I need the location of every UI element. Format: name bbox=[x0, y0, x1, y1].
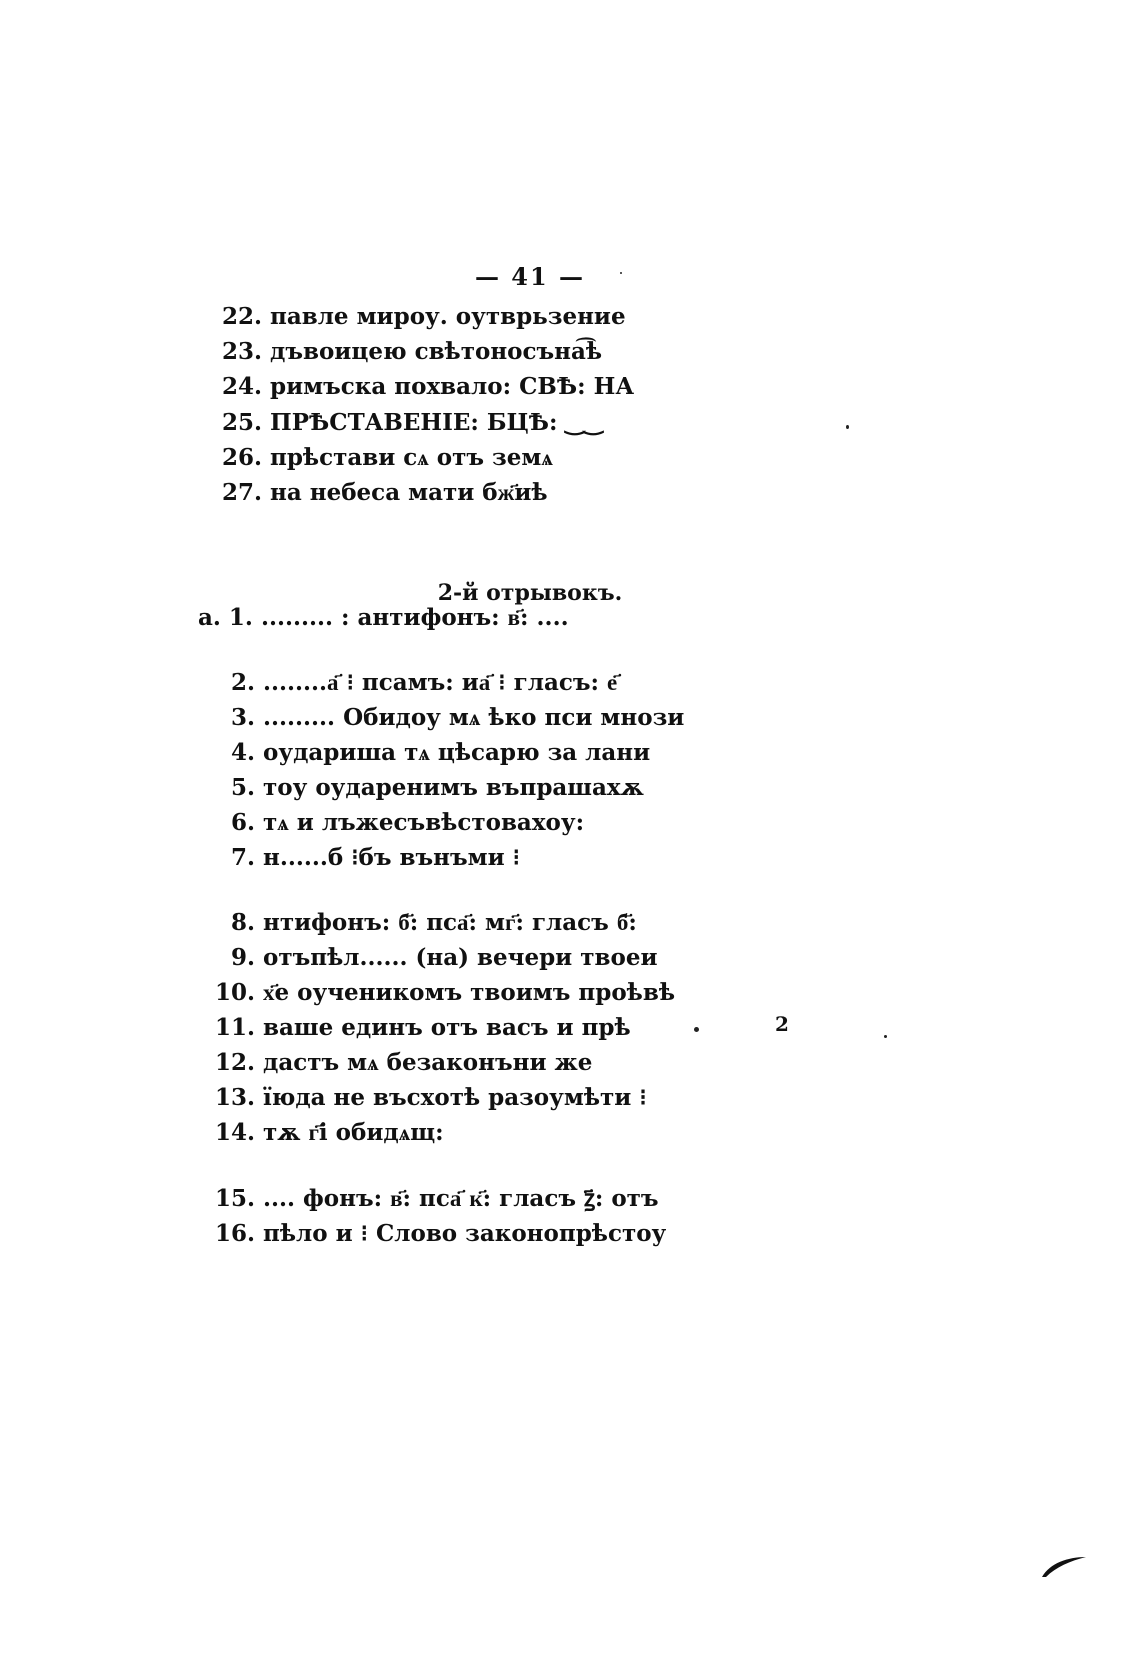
line-text: римъска похвало: СВѢ: НА bbox=[270, 373, 635, 400]
text-line bbox=[205, 738, 650, 768]
text-line bbox=[212, 337, 602, 367]
line-number: 23. bbox=[221, 338, 262, 365]
line-text: х҃е оученикомъ твоимъ проѣвѣ bbox=[263, 979, 675, 1006]
line-number: 7. bbox=[230, 844, 255, 871]
text-line bbox=[205, 703, 684, 733]
text-line bbox=[212, 443, 553, 473]
signature-mark: 2 bbox=[775, 1012, 789, 1036]
text-line bbox=[205, 943, 658, 973]
line-number: 24. bbox=[221, 373, 262, 400]
line-number: 16. bbox=[214, 1220, 255, 1247]
line-number: 13. bbox=[214, 1084, 255, 1111]
line-number: 14. bbox=[214, 1119, 255, 1146]
line-text: отъпѣл...... (на) вечери твоеи bbox=[263, 944, 658, 971]
line-text: ........а҃ ⁝ псамъ: иа҃ ⁝ гласъ: е҃ bbox=[263, 669, 618, 696]
line-text: прѣстави сѧ отъ земѧ bbox=[270, 444, 553, 471]
ink-stroke-mark bbox=[1040, 1555, 1088, 1579]
line-text: тѫ г҃і обидѧщ: bbox=[263, 1119, 444, 1146]
text-line bbox=[195, 1118, 444, 1148]
scan-speck bbox=[884, 1035, 887, 1038]
page-number: — 41 — bbox=[474, 262, 586, 291]
text-line bbox=[205, 808, 584, 838]
line-number: 25. bbox=[221, 409, 262, 436]
text-line bbox=[205, 843, 520, 873]
line-text: дъвоицею свѣтоносъна͡ѣ bbox=[270, 338, 603, 365]
line-text: .... фонъ: в҃: пса҃ к҃: гласъ ꙁ҃: отъ bbox=[263, 1185, 659, 1212]
line-text: ......... : антифонъ: в҃: .... bbox=[260, 604, 569, 631]
section-heading: 2-й отрывокъ. bbox=[437, 580, 623, 606]
line-number: 3. bbox=[230, 704, 255, 731]
line-number: 12. bbox=[214, 1049, 255, 1076]
line-text: тѧ и лъжесъвѣстовахоу: bbox=[263, 809, 585, 836]
line-text: павле мироу. оутврьзение bbox=[270, 303, 626, 330]
text-line bbox=[212, 478, 548, 508]
line-number: 26. bbox=[221, 444, 262, 471]
text-line bbox=[195, 1184, 659, 1214]
line-number: 22. bbox=[221, 303, 262, 330]
text-line bbox=[205, 668, 617, 698]
text-line bbox=[212, 372, 634, 402]
text-line bbox=[195, 1013, 631, 1043]
line-text: оудариша тѧ цѣсарю за лани bbox=[263, 739, 651, 766]
line-number: 15. bbox=[214, 1185, 255, 1212]
line-number: 2. bbox=[230, 669, 255, 696]
scan-speck bbox=[694, 1027, 699, 1032]
line-text: тоу оударенимъ въпрашахѫ bbox=[263, 774, 644, 801]
text-line bbox=[205, 908, 637, 938]
text-line bbox=[212, 302, 626, 332]
line-text: ваше единъ отъ васъ и прѣ bbox=[263, 1014, 631, 1041]
line-number: 10. bbox=[214, 979, 255, 1006]
line-text: н......б ⁝бъ вънъми ⁝ bbox=[263, 844, 520, 871]
text-line bbox=[195, 978, 675, 1008]
text-line bbox=[198, 603, 569, 633]
line-text: їюда не въсхотѣ разоумѣти ⁝ bbox=[263, 1084, 647, 1111]
line-text: на небеса мати бж҃иѣ bbox=[270, 479, 548, 506]
line-number: 9. bbox=[230, 944, 255, 971]
line-text: нтифонъ: б҃: пса҃: мг҃: гласъ б҃: bbox=[263, 909, 637, 936]
line-number: 27. bbox=[221, 479, 262, 506]
text-line bbox=[212, 408, 603, 438]
text-line bbox=[205, 773, 644, 803]
line-number: а. 1. bbox=[198, 604, 253, 631]
line-number: 5. bbox=[230, 774, 255, 801]
text-line bbox=[195, 1219, 666, 1249]
text-line bbox=[195, 1048, 592, 1078]
scan-speck bbox=[846, 425, 849, 429]
line-text: ......... Обидоу мѧ ѣко пси мнози bbox=[263, 704, 685, 731]
line-text: дастъ мѧ безаконъни же bbox=[263, 1049, 593, 1076]
text-line bbox=[195, 1083, 647, 1113]
line-text: ПРѢСТАВЕНІЕ: БЦѢ: ‿‿ bbox=[270, 409, 603, 436]
line-number: 4. bbox=[230, 739, 255, 766]
line-number: 8. bbox=[230, 909, 255, 936]
line-number: 11. bbox=[214, 1014, 255, 1041]
scan-speck bbox=[620, 272, 622, 274]
line-text: пѣло и ⁝ Слово законопрѣстоу bbox=[263, 1220, 667, 1247]
line-number: 6. bbox=[230, 809, 255, 836]
